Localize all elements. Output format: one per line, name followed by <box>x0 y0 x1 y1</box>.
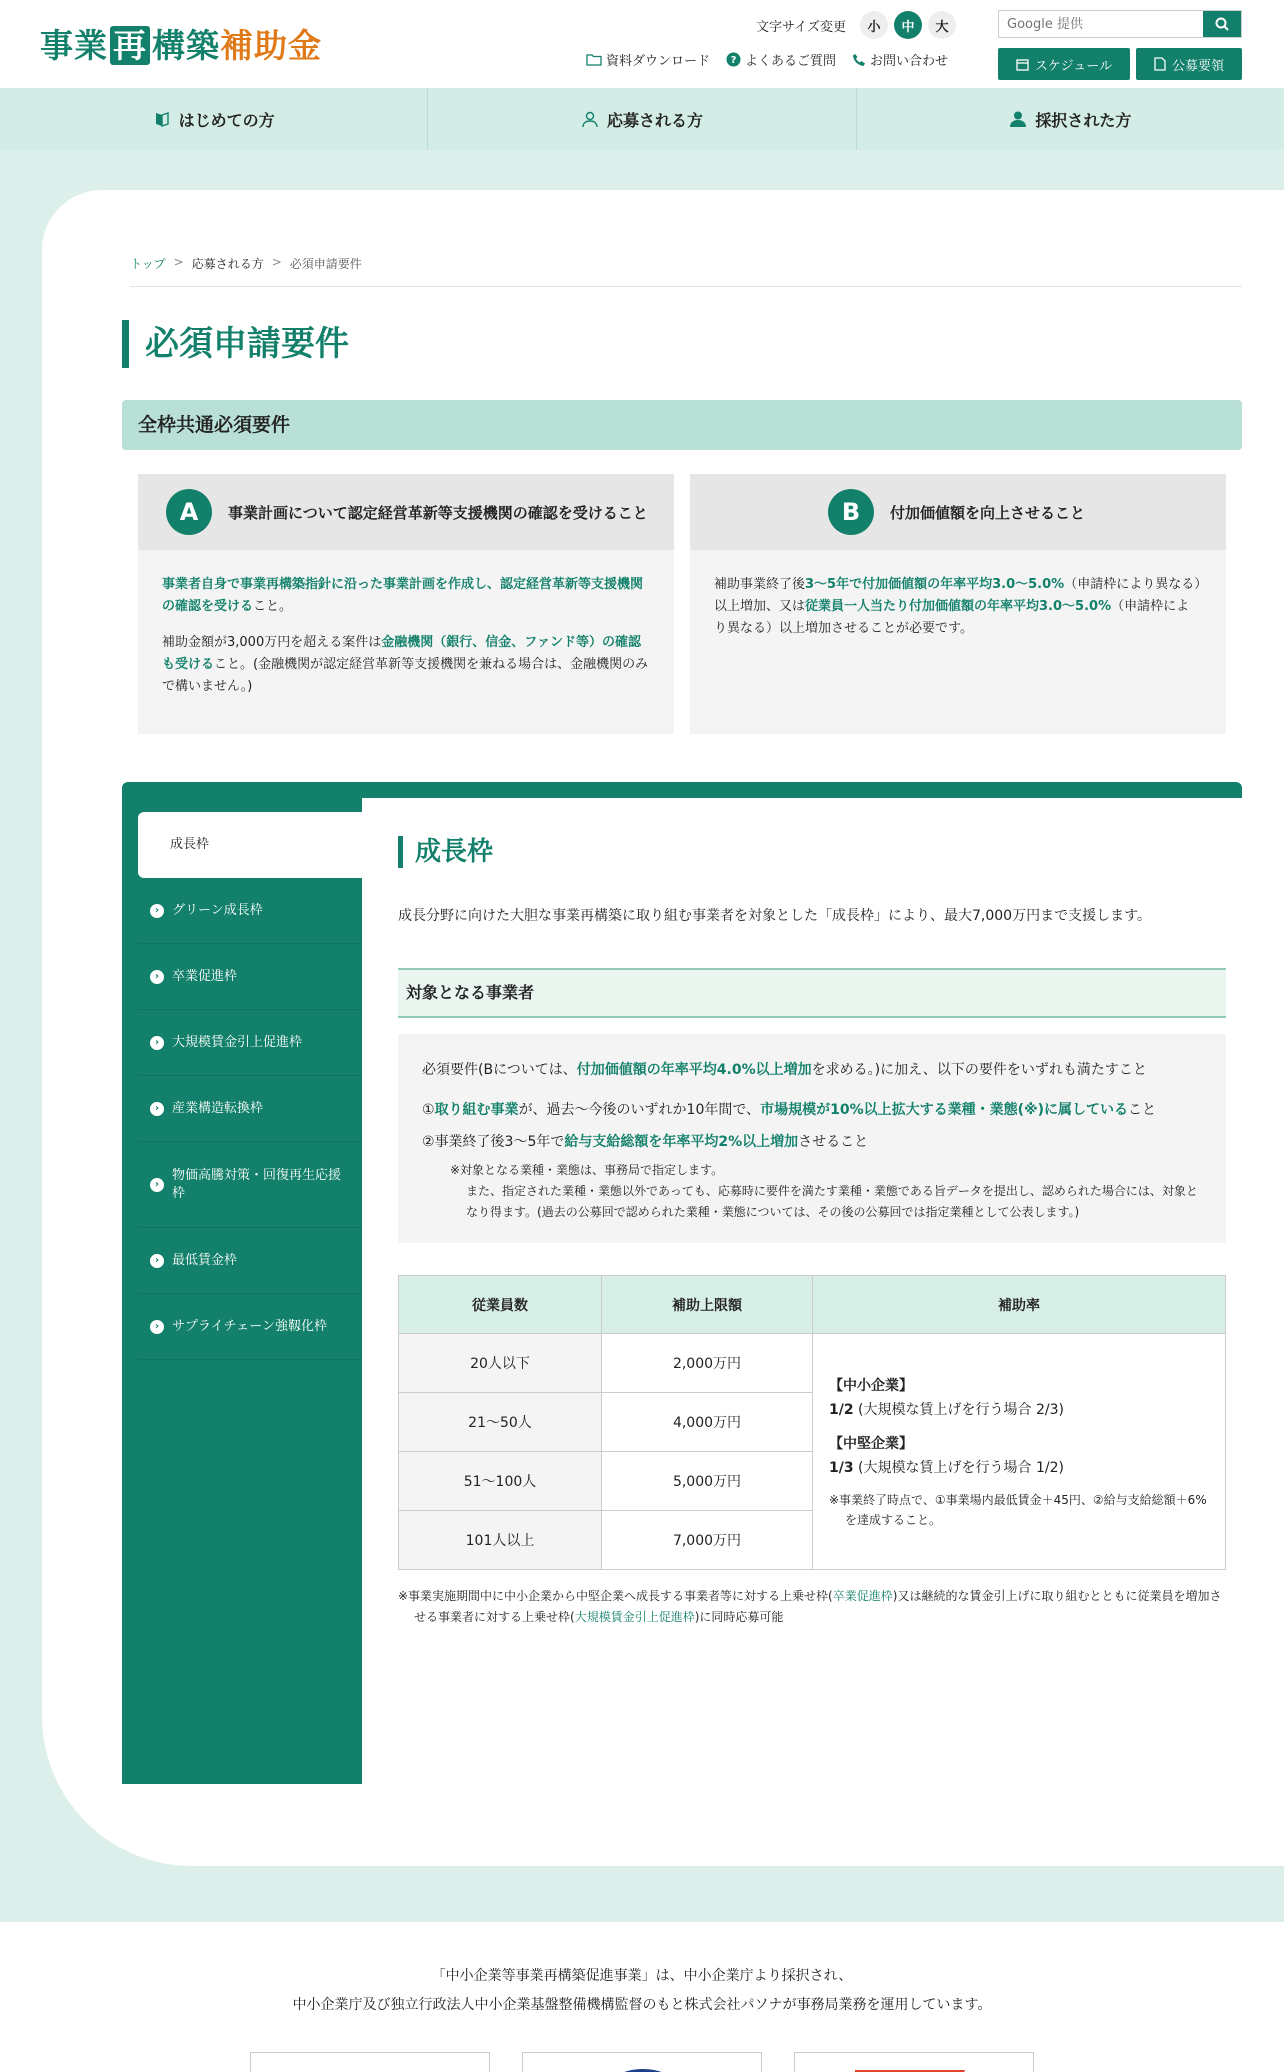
frame-tab-area <box>122 782 1242 1784</box>
card-b-body <box>690 550 1226 678</box>
rate-sme-title: 【中小企業】 <box>829 1377 913 1394</box>
breadcrumb-separator: > <box>173 255 184 269</box>
ministry-logo-icon <box>271 2067 311 2072</box>
requirement-card-b <box>690 474 1226 734</box>
site-logo[interactable]: 事業 再 構築補助金 <box>40 26 322 65</box>
footer-banner-3[interactable] <box>794 2052 1034 2072</box>
footer-text <box>0 1922 1284 2020</box>
chevron-right-icon: › <box>150 1254 164 1268</box>
footer-banners <box>250 2052 1034 2072</box>
svg-text:?: ? <box>730 55 737 66</box>
table-cell-employees: 20人以下 <box>399 1334 602 1393</box>
chevron-right-icon: › <box>150 970 164 984</box>
frame-content <box>398 836 1226 1628</box>
table-cell-limit: 4,000万円 <box>602 1393 813 1452</box>
rate-mid-value: 1/3 (大規模な賃上げを行う場合 1/2) <box>829 1459 1064 1476</box>
search-button[interactable] <box>1203 11 1241 37</box>
nav-adopted[interactable]: 採択された方 <box>857 88 1284 150</box>
requirement-2: ②事業終了後3～5年で給与支給総額を年率平均2%以上増加させること <box>422 1134 869 1150</box>
card-a-body <box>138 550 674 736</box>
chevron-right-icon: › <box>150 1102 164 1116</box>
card-a-paragraph-2: 補助金額が3,000万円を超える案件は金融機関（銀行、信金、ファンド等）の確認も受けること。(金融機関が認定経営革新等支援機関を兼ねる場合は、金融機関のみで構いません。) <box>162 635 649 694</box>
frame-sidebar <box>122 798 362 1784</box>
table-cell-limit: 7,000万円 <box>602 1511 813 1570</box>
table-cell-employees: 21～50人 <box>399 1393 602 1452</box>
breadcrumb-separator: > <box>271 255 282 269</box>
requirement-card-a <box>138 474 674 734</box>
requirement-1: ①取り組む事業が、過去～今後のいずれか10年間で、市場規模が10%以上拡大する業種・業態(※)に属していること <box>422 1102 1157 1118</box>
frame-description: 成長分野に向けた大胆な事業再構築に取り組む事業者を対象とした「成長枠」により、最大7,000万円まで支援します。 <box>398 908 1151 924</box>
breadcrumb-applicants-link[interactable]: 応募される方 <box>191 257 264 271</box>
rate-mid-title: 【中堅企業】 <box>829 1435 913 1452</box>
table-cell-employees: 101人以上 <box>399 1511 602 1570</box>
table-header-limit: 補助上限額 <box>602 1276 813 1334</box>
faq-link[interactable]: ? よくあるご質問 <box>726 50 836 69</box>
nav-applicants[interactable]: 応募される方 <box>428 88 856 150</box>
sidebar-item-minimum-wage[interactable]: › 最低賃金枠 <box>138 1228 362 1294</box>
company-logo-icon <box>855 2065 975 2072</box>
sidebar-item-graduation[interactable]: › 卒業促進枠 <box>138 944 362 1010</box>
chevron-right-icon: › <box>150 1320 164 1334</box>
requirement-note-1: ※対象となる業種・業態は、事務局で指定します。 <box>450 1163 724 1177</box>
rate-sme-value: 1/2 (大規模な賃上げを行う場合 2/3) <box>829 1401 1064 1418</box>
requirements-intro: 必須要件(Bについては、付加価値額の年率平均4.0%以上増加を求める。)に加え、以下の要件をいずれも満たすこと <box>422 1062 1147 1078</box>
footer-banner-2[interactable] <box>522 2052 762 2072</box>
footer-banner-1[interactable] <box>250 2052 490 2072</box>
question-icon <box>726 52 741 67</box>
graduation-frame-link[interactable]: 卒業促進枠 <box>832 1589 893 1603</box>
table-cell-limit: 2,000万円 <box>602 1334 813 1393</box>
site-header <box>0 0 1284 88</box>
card-b-paragraph: 補助事業終了後3～5年で付加価値額の年率平均3.0～5.0%（申請枠により異なる）以上増加、又は従業員一人当たり付加価値額の年率平均3.0～5.0%（申請枠により異なる）以上増加させることが必要です。 <box>714 577 1201 636</box>
font-size-label: 文字サイズ変更 <box>756 19 846 35</box>
card-a-paragraph-1: 事業者自身で事業再構築指針に沿った事業計画を作成し、認定経営革新等支援機関の確認を受けること。 <box>162 577 644 614</box>
subsidy-table <box>398 1275 1226 1570</box>
section-heading: 全枠共通必須要件 <box>122 400 1242 450</box>
card-b-header <box>690 474 1226 550</box>
chevron-right-icon: › <box>150 1036 164 1050</box>
site-footer <box>0 1922 1284 2072</box>
sidebar-item-price-surge[interactable]: › 物価高騰対策・回復再生応援枠 <box>138 1142 362 1228</box>
chevron-right-icon: › <box>150 904 164 918</box>
folder-icon <box>586 53 602 66</box>
phone-icon <box>852 53 866 67</box>
breadcrumb-top-link[interactable]: トップ <box>130 257 166 271</box>
table-note: ※事業実施期間中に中小企業から中堅企業へ成長する事業者等に対する上乗せ枠(卒業促進枠)又は継続的な賃金引上げに取り組むとともに従業員を増加させる事業者に対する上乗せ枠(大規模賃金引上促進枠)に同時応募可能 <box>398 1589 1222 1624</box>
sidebar-item-industry-conversion[interactable]: › 産業構造転換枠 <box>138 1076 362 1142</box>
card-b-title: 付加価値額を向上させること <box>890 503 1086 522</box>
requirement-note-2: また、指定された業種・業態以外であっても、応募時に要件を満たす業種・業態である旨データを提出し、認められた場合には、対象となり得ます。(過去の公募回で認められた業種・業態については、その後の公募回では指定業種として公表します。) <box>466 1184 1198 1219</box>
wage-increase-frame-link[interactable]: 大規模賃金引上促進枠 <box>574 1610 695 1624</box>
breadcrumb-current: 必須申請要件 <box>289 257 362 271</box>
document-icon <box>1154 57 1166 71</box>
font-size-large-button[interactable]: 大 <box>928 11 956 39</box>
sidebar-item-large-wage-increase[interactable]: › 大規模賃金引上促進枠 <box>138 1010 362 1076</box>
user-outline-icon <box>581 110 599 128</box>
frame-title: 成長枠 <box>398 836 1226 868</box>
search-input[interactable] <box>999 11 1203 37</box>
site-search <box>998 10 1242 38</box>
requirements-box <box>398 1034 1226 1243</box>
card-a-header <box>138 474 674 550</box>
footer-line-2: 中小企業庁及び独立行政法人中小企業基盤整備機構監督のもと株式会社パソナが事務局業務を運用しています。 <box>292 1997 992 2013</box>
user-icon <box>1009 110 1027 128</box>
rate-note: ※事業終了時点で、①事業場内最低賃金＋45円、②給与支給総額＋6%を達成すること。 <box>829 1492 1207 1527</box>
leaf-icon <box>153 110 171 128</box>
schedule-button[interactable]: スケジュール <box>998 48 1130 80</box>
download-link[interactable]: 資料ダウンロード <box>586 50 710 69</box>
footer-line-1: 「中小企業等事業再構築促進事業」は、中小企業庁より採択され、 <box>431 1968 853 1984</box>
table-header-employees: 従業員数 <box>399 1276 602 1334</box>
page-title: 必須申請要件 <box>122 320 349 368</box>
card-a-badge: A <box>166 489 212 535</box>
main-nav <box>0 88 1284 150</box>
utility-links <box>586 50 948 69</box>
table-cell-limit: 5,000万円 <box>602 1452 813 1511</box>
table-cell-employees: 51～100人 <box>399 1452 602 1511</box>
calendar-icon <box>1016 58 1029 71</box>
table-header-rate: 補助率 <box>813 1276 1226 1334</box>
sidebar-item-green-growth[interactable]: › グリーン成長枠 <box>138 878 362 944</box>
font-size-small-button[interactable]: 小 <box>860 11 888 39</box>
card-a-title: 事業計画について認定経営革新等支援機関の確認を受けること <box>228 503 648 522</box>
sidebar-item-growth[interactable]: 成長枠 <box>138 812 362 878</box>
nav-beginners[interactable]: はじめての方 <box>0 88 428 150</box>
table-row <box>399 1334 1226 1393</box>
guidelines-button[interactable]: 公募要領 <box>1136 48 1242 80</box>
font-size-medium-button[interactable]: 中 <box>894 11 922 39</box>
breadcrumb <box>130 255 1242 287</box>
agency-logo-icon <box>593 2065 693 2072</box>
font-size-switcher <box>756 11 956 39</box>
sidebar-item-supply-chain[interactable]: › サプライチェーン強靱化枠 <box>138 1294 362 1360</box>
search-icon <box>1215 17 1229 31</box>
card-b-badge: B <box>828 489 874 535</box>
chevron-right-icon: › <box>150 1178 164 1192</box>
contact-link[interactable]: お問い合わせ <box>852 50 948 69</box>
target-businesses-heading: 対象となる事業者 <box>398 968 1226 1018</box>
table-cell-rate <box>813 1334 1226 1570</box>
